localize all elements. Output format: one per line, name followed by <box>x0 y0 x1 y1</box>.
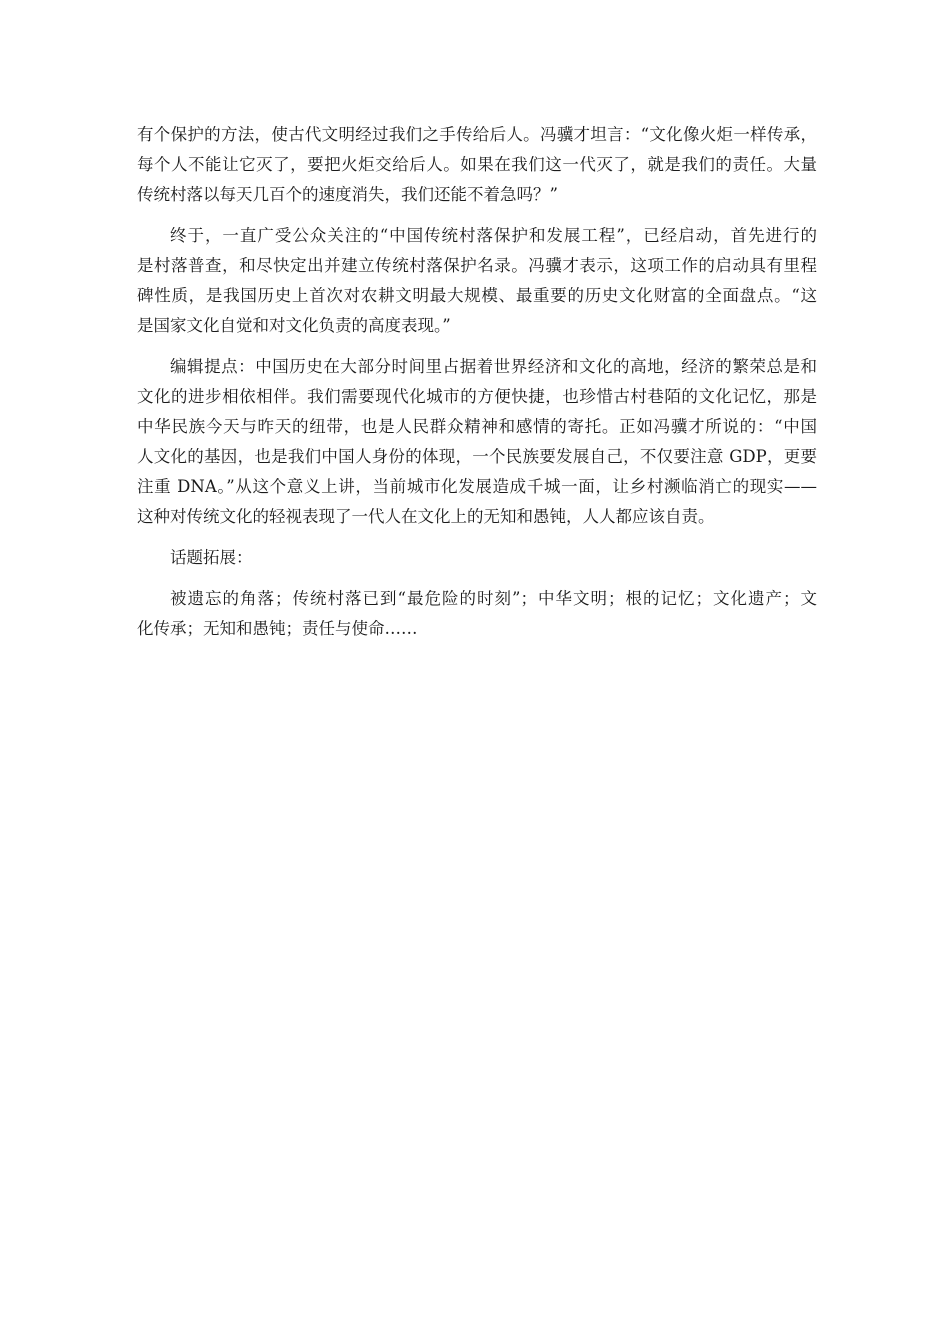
text-line: 碑性质，是我国历史上首次对农耕文明最大规模、最重要的历史文化财富的全面盘点。“这 <box>137 286 817 305</box>
text-line: 化传承；无知和愚钝；责任与使命…… <box>137 619 418 638</box>
text-line: 中华民族今天与昨天的纽带，也是人民群众精神和感情的寄托。正如冯骥才所说的：“中国 <box>137 417 817 436</box>
text-line: 这种对传统文化的轻视表现了一代人在文化上的无知和愚钝，人人都应该自责。 <box>137 507 715 526</box>
paragraph-topic-heading <box>137 543 817 573</box>
text-line: 有个保护的方法，使古代文明经过我们之手传给后人。冯骥才坦言：“文化像火炬一样传承， <box>137 125 817 144</box>
paragraph-1 <box>137 120 817 210</box>
text-line: 文化的进步相依相伴。我们需要现代化城市的方便快捷，也珍惜古村巷陌的文化记忆，那是 <box>137 387 817 406</box>
text-line: 注重 DNA。”从这个意义上讲，当前城市化发展造成千城一面，让乡村濒临消亡的现实—— <box>137 477 817 496</box>
text-line: 终于，一直广受公众关注的“中国传统村落保护和发展工程”，已经启动，首先进行的 <box>170 226 817 245</box>
paragraph-3 <box>137 352 817 532</box>
text-line: 话题拓展： <box>170 548 253 567</box>
text-line: 是村落普查，和尽快定出并建立传统村落保护名录。冯骥才表示，这项工作的启动具有里程 <box>137 256 817 275</box>
paragraph-2 <box>137 221 817 341</box>
document-body <box>137 120 817 644</box>
text-line: 传统村落以每天几百个的速度消失，我们还能不着急吗？” <box>137 185 558 204</box>
text-line: 人文化的基因，也是我们中国人身份的体现，一个民族要发展自己，不仅要注意 GDP，更要 <box>137 447 817 466</box>
text-line: 是国家文化自觉和对文化负责的高度表现。” <box>137 316 451 335</box>
text-line: 被遗忘的角落；传统村落已到“最危险的时刻”；中华文明；根的记忆；文化遗产；文 <box>170 589 817 608</box>
text-line: 每个人不能让它灭了，要把火炬交给后人。如果在我们这一代灭了，就是我们的责任。大量 <box>137 155 817 174</box>
text-line: 编辑提点：中国历史在大部分时间里占据着世界经济和文化的高地，经济的繁荣总是和 <box>170 357 817 376</box>
paragraph-topic-list <box>137 584 817 644</box>
